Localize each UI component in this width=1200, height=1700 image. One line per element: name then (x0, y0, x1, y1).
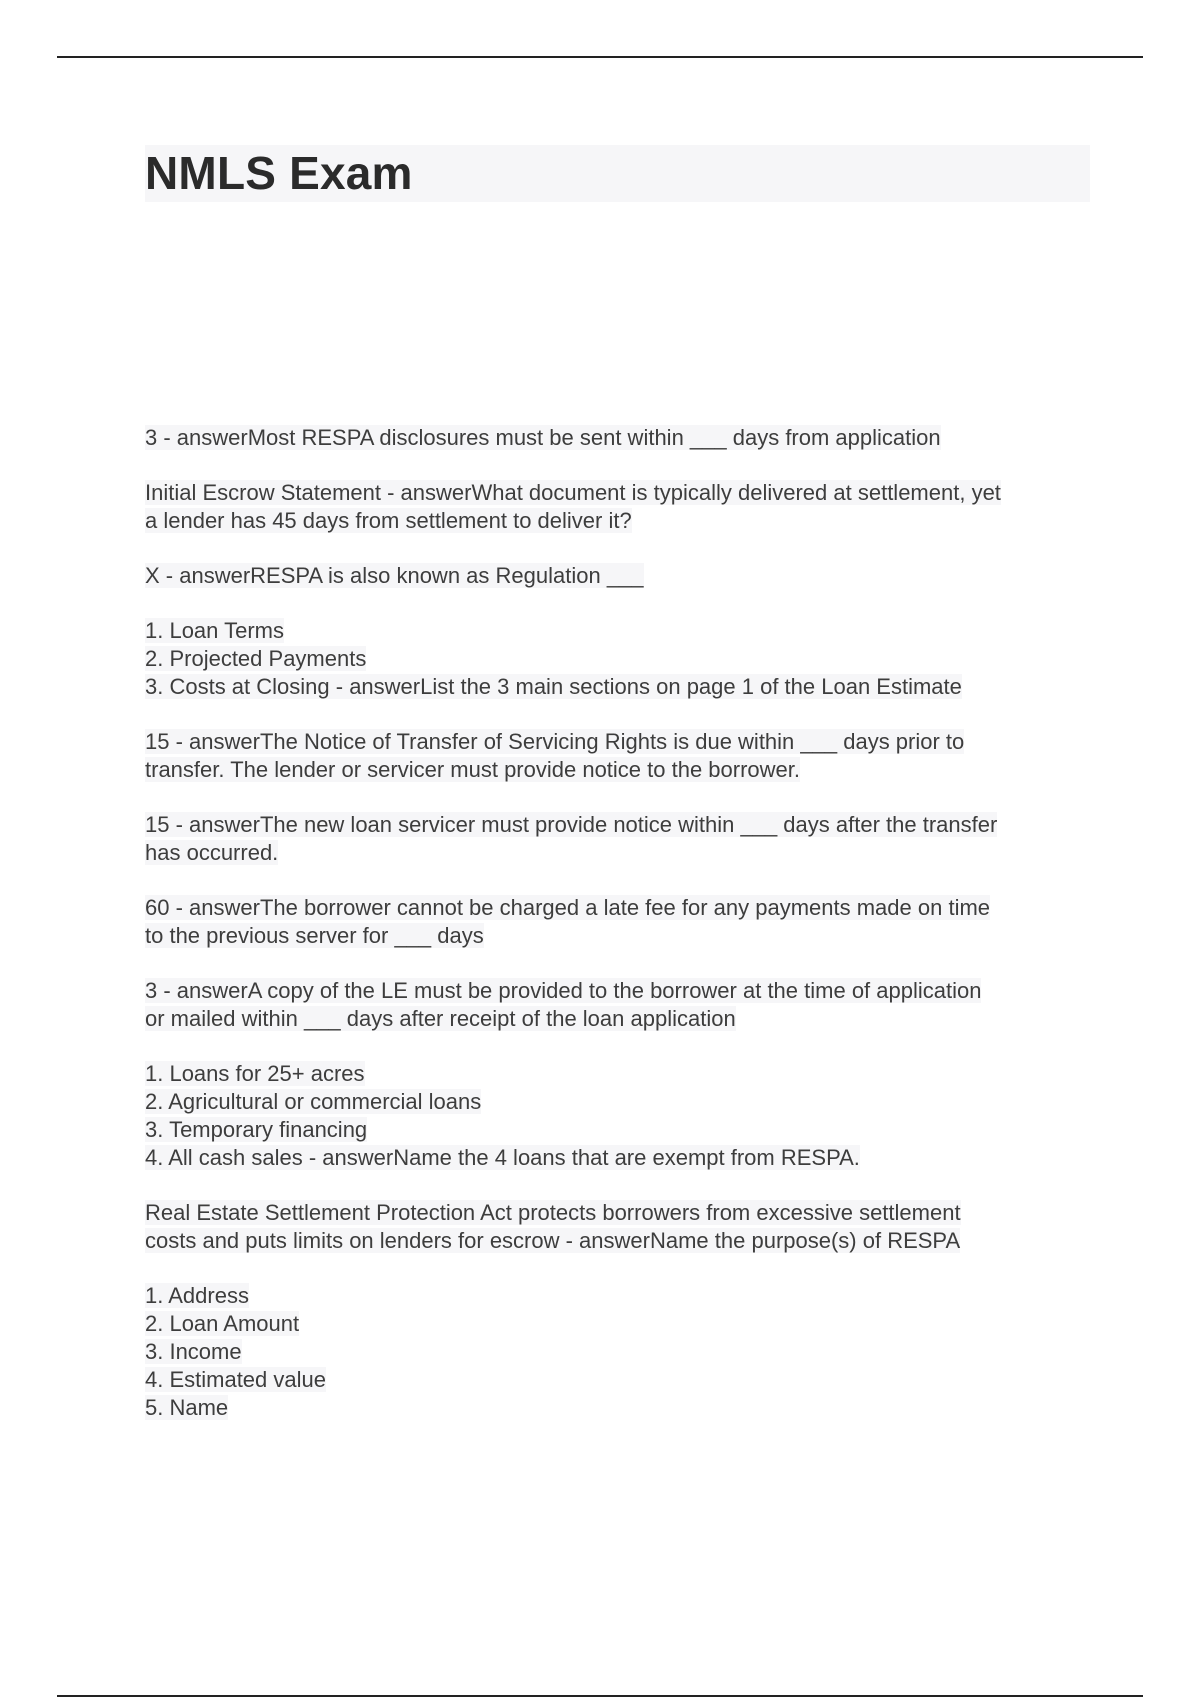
qa-entry-text: 3. Costs at Closing - answerList the 3 main sections on page 1 of the Loan Estimate (145, 674, 962, 699)
qa-entry-text: 2. Agricultural or commercial loans (145, 1089, 482, 1114)
qa-entry-line (145, 894, 1095, 922)
qa-entry-line (145, 1088, 1095, 1116)
qa-entry-text: costs and puts limits on lenders for escrow - answerName the purpose(s) of RESPA (145, 1228, 961, 1253)
qa-entry-text: or mailed within ___ days after receipt of the loan application (145, 1006, 736, 1031)
qa-entry-line (145, 1116, 1095, 1144)
qa-entry-text: 3 - answerA copy of the LE must be provided to the borrower at the time of application (145, 978, 982, 1003)
title-block (145, 145, 1090, 202)
qa-entry-line (145, 1060, 1095, 1088)
qa-entry-line (145, 728, 1095, 756)
qa-entry-text: has occurred. (145, 840, 279, 865)
qa-entry (145, 894, 1095, 950)
qa-entry (145, 424, 1095, 452)
qa-entry-text: 4. All cash sales - answerName the 4 loans that are exempt from RESPA. (145, 1145, 860, 1170)
qa-entry-line (145, 424, 1095, 452)
qa-entry-line (145, 562, 1095, 590)
qa-entry-text: to the previous server for ___ days (145, 923, 484, 948)
qa-entry-text: a lender has 45 days from settlement to deliver it? (145, 508, 632, 533)
qa-entry-text: 1. Loan Terms (145, 618, 285, 643)
qa-entry-text: Initial Escrow Statement - answerWhat document is typically delivered at settlement, yet (145, 480, 1001, 505)
qa-entry-line (145, 839, 1095, 867)
qa-entry-text: 3. Income (145, 1339, 242, 1364)
qa-entry-line (145, 1199, 1095, 1227)
qa-entry (145, 617, 1095, 701)
qa-entries (145, 424, 1095, 1449)
qa-entry-text: 15 - answerThe new loan servicer must provide notice within ___ days after the transfer (145, 812, 998, 837)
bottom-rule (57, 1695, 1143, 1697)
qa-entry (145, 811, 1095, 867)
qa-entry (145, 728, 1095, 784)
qa-entry (145, 1060, 1095, 1172)
qa-entry (145, 977, 1095, 1033)
qa-entry-text: 60 - answerThe borrower cannot be charged a late fee for any payments made on time (145, 895, 991, 920)
qa-entry-text: transfer. The lender or servicer must provide notice to the borrower. (145, 757, 801, 782)
qa-entry-line (145, 1338, 1095, 1366)
qa-entry-text: 1. Loans for 25+ acres (145, 1061, 365, 1086)
qa-entry-line (145, 977, 1095, 1005)
qa-entry-line (145, 1310, 1095, 1338)
qa-entry-line (145, 811, 1095, 839)
qa-entry (145, 1282, 1095, 1422)
qa-entry-text: 2. Projected Payments (145, 646, 367, 671)
qa-entry-line (145, 922, 1095, 950)
qa-entry-line (145, 1282, 1095, 1310)
qa-entry (145, 479, 1095, 535)
qa-entry-text: 3 - answerMost RESPA disclosures must be sent within ___ days from application (145, 425, 941, 450)
qa-entry-text: Real Estate Settlement Protection Act protects borrowers from excessive settlement (145, 1200, 961, 1225)
qa-entry-line (145, 673, 1095, 701)
qa-entry-line (145, 756, 1095, 784)
qa-entry-text: 3. Temporary financing (145, 1117, 368, 1142)
qa-entry-text: 1. Address (145, 1283, 249, 1308)
qa-entry (145, 562, 1095, 590)
qa-entry-line (145, 479, 1095, 507)
qa-entry-line (145, 1366, 1095, 1394)
qa-entry (145, 1199, 1095, 1255)
qa-entry-text: 5. Name (145, 1395, 229, 1420)
top-rule (57, 56, 1143, 58)
qa-entry-line (145, 1394, 1095, 1422)
qa-entry-line (145, 1005, 1095, 1033)
qa-entry-text: X - answerRESPA is also known as Regulation ___ (145, 563, 644, 588)
qa-entry-text: 2. Loan Amount (145, 1311, 300, 1336)
qa-entry-line (145, 645, 1095, 673)
qa-entry-line (145, 507, 1095, 535)
qa-entry-text: 4. Estimated value (145, 1367, 326, 1392)
document-title: NMLS Exam (145, 147, 413, 199)
qa-entry-line (145, 617, 1095, 645)
qa-entry-line (145, 1227, 1095, 1255)
qa-entry-text: 15 - answerThe Notice of Transfer of Servicing Rights is due within ___ days prior to (145, 729, 965, 754)
qa-entry-line (145, 1144, 1095, 1172)
